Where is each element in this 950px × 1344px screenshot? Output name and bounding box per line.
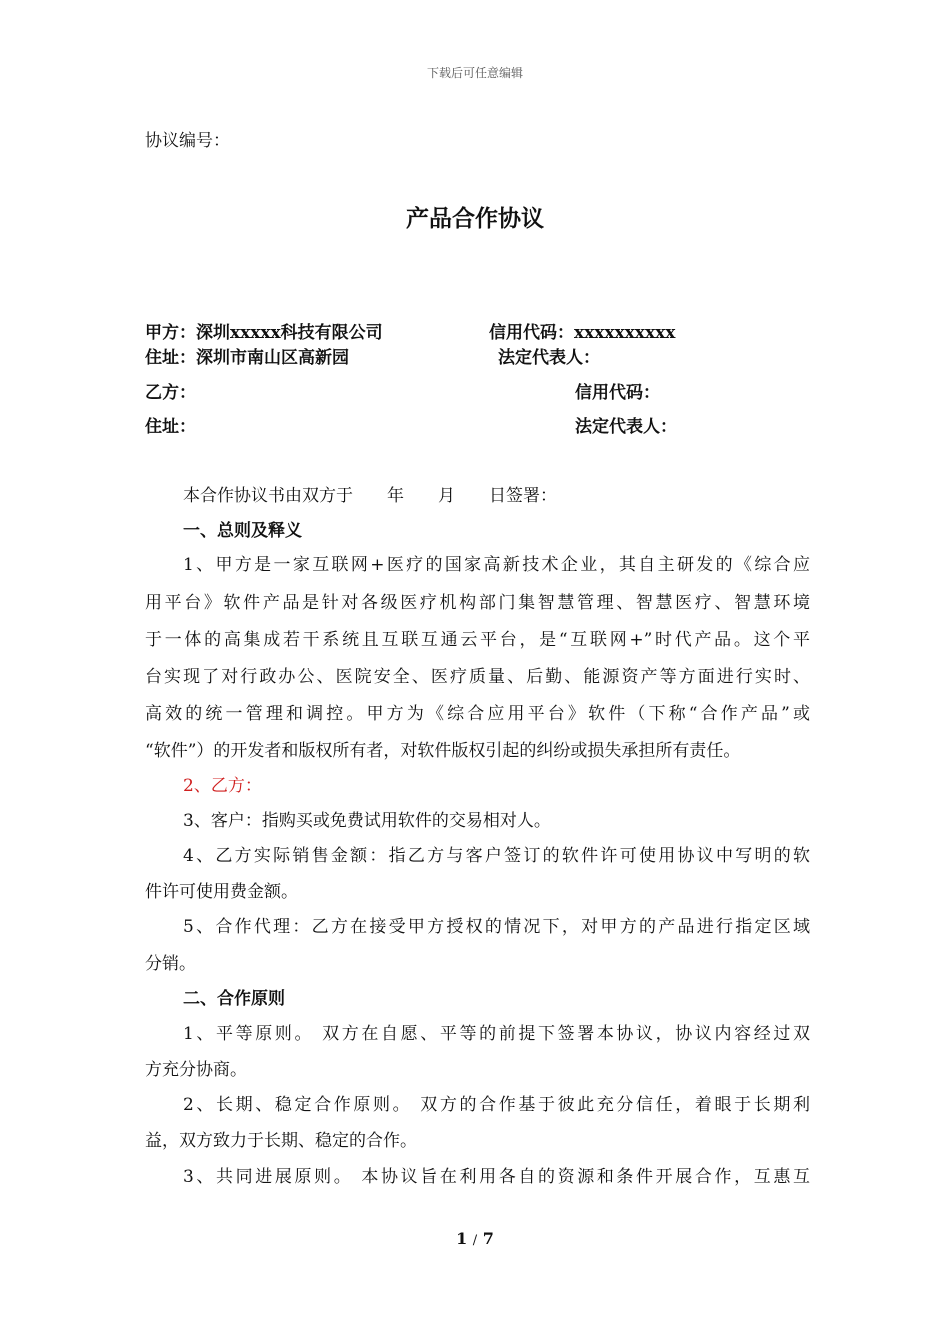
- s1-p1-line-5: 高效的统一管理和调控。甲方为《综合应用平台》软件（下称“合作产品”或: [145, 704, 810, 724]
- page-header-note: 下载后可任意编辑: [426, 66, 523, 80]
- party-b-legal-rep: 法定代表人：: [575, 417, 677, 437]
- s1-p4-line-1: 4、乙方实际销售金额：指乙方与客户签订的软件许可使用协议中写明的软: [183, 846, 810, 866]
- s1-p1-line-1: 1、甲方是一家互联网+医疗的国家高新技术企业，其自主研发的《综合应: [183, 555, 810, 575]
- s1-p1-line-4: 台实现了对行政办公、医院安全、医疗质量、后勤、能源资产等方面进行实时、: [145, 667, 810, 687]
- page-separator: /: [472, 1233, 478, 1248]
- s1-p5-line-1: 5、合作代理：乙方在接受甲方授权的情况下，对甲方的产品进行指定区域: [183, 917, 810, 937]
- party-a-address: 住址：深圳市南山区高新园: [145, 348, 349, 368]
- s1-p2-party-b: 2、乙方：: [183, 776, 262, 796]
- s2-p1-line-1: 1、平等原则。 双方在自愿、平等的前提下签署本协议，协议内容经过双: [183, 1024, 810, 1044]
- party-b-name: 乙方：: [145, 383, 196, 403]
- s1-p5-line-2: 分销。: [145, 954, 196, 974]
- document-title: 产品合作协议: [406, 205, 544, 232]
- page-current: 1: [456, 1229, 468, 1248]
- s1-p1-line-3: 于一体的高集成若干系统且互联互通云平台，是“互联网+”时代产品。这个平: [145, 630, 810, 650]
- party-a-credit-code: 信用代码：xxxxxxxxxx: [489, 323, 676, 343]
- agreement-body: [145, 0, 810, 1200]
- section-2-heading: 二、合作原则: [183, 989, 285, 1009]
- s1-p3-customer: 3、客户：指购买或免费试用软件的交易相对人。: [183, 811, 551, 831]
- party-b-address: 住址：: [145, 417, 196, 437]
- party-a-name: 甲方：深圳xxxxx科技有限公司: [145, 323, 383, 343]
- agreement-number-label: 协议编号：: [145, 131, 230, 151]
- s1-p4-line-2: 件许可使用费金额。: [145, 882, 298, 902]
- s1-p1-line-2: 用平台》软件产品是针对各级医疗机构部门集智慧管理、智慧医疗、智慧环境: [145, 593, 810, 613]
- signing-statement: 本合作协议书由双方于 年 月 日签署：: [183, 486, 557, 506]
- section-1-heading: 一、总则及释义: [183, 521, 302, 541]
- s2-p2-line-2: 益，双方致力于长期、稳定的合作。: [145, 1131, 417, 1151]
- s2-p3-line-1: 3、共同进展原则。 本协议旨在利用各自的资源和条件开展合作，互惠互: [183, 1167, 810, 1187]
- page-number: [0, 1229, 950, 1248]
- s2-p1-line-2: 方充分协商。: [145, 1060, 247, 1080]
- party-a-legal-rep: 法定代表人：: [498, 348, 600, 368]
- s2-p2-line-1: 2、长期、稳定合作原则。 双方的合作基于彼此充分信任，着眼于长期利: [183, 1095, 810, 1115]
- s1-p1-line-6: “软件”）的开发者和版权所有者，对软件版权引起的纠纷或损失承担所有责任。: [145, 741, 741, 761]
- party-b-credit-code: 信用代码：: [575, 383, 660, 403]
- page-total: 7: [482, 1229, 494, 1248]
